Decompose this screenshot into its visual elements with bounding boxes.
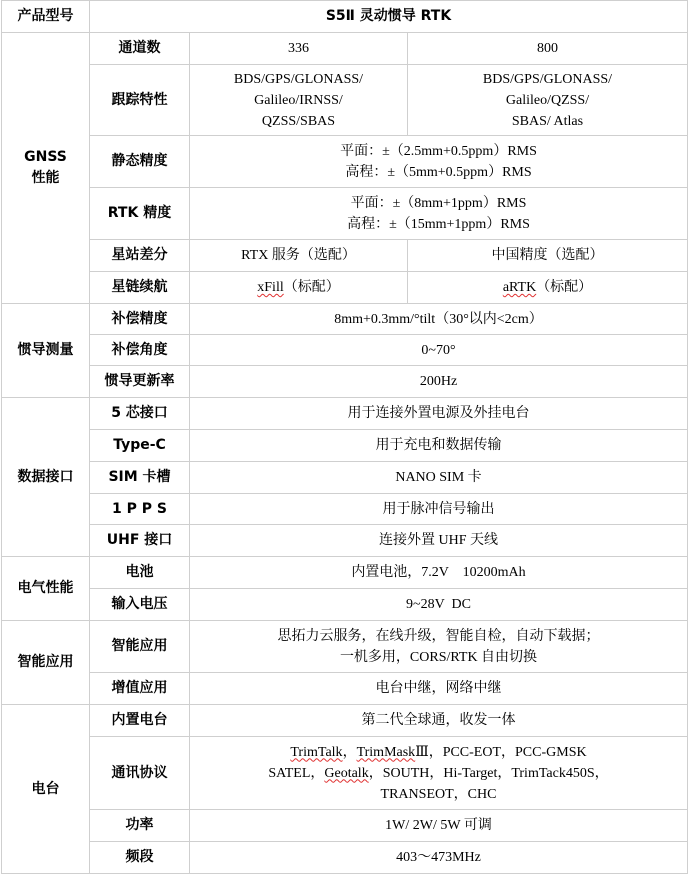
smart-apps-row	[2, 621, 688, 673]
typec-value: 用于充电和数据传输	[190, 430, 688, 462]
static-accuracy-row	[2, 136, 688, 188]
protocol-value: TrimTalk，TrimMaskⅢ，PCC-EOT，PCC-GMSK SATEL，Geotalk，SOUTH，Hi-Target，TrimTack450S， TRANSEOT，CHC	[190, 737, 688, 810]
voltage-label: 输入电压	[90, 589, 190, 621]
uhf-value: 连接外置 UHF 天线	[190, 525, 688, 557]
power-value: 1W/ 2W/ 5W 可调	[190, 810, 688, 842]
band-value: 403～473MHz	[190, 842, 688, 874]
battery-row	[2, 557, 688, 589]
channels-value-2: 800	[408, 33, 688, 65]
protocol-row	[2, 737, 688, 810]
power-label: 功率	[90, 810, 190, 842]
category-electrical: 电气性能	[2, 557, 90, 621]
satlink-label: 星链续航	[90, 272, 190, 304]
satlink-row	[2, 272, 688, 304]
tracking-row	[2, 65, 688, 136]
static-accuracy-label: 静态精度	[90, 136, 190, 188]
ins-update-label: 惯导更新率	[90, 366, 190, 398]
five-pin-row	[2, 398, 688, 430]
battery-value: 内置电池，7.2V 10200mAh	[190, 557, 688, 589]
category-ins: 惯导测量	[2, 304, 90, 398]
satlink-value-2: aRTK（标配）	[408, 272, 688, 304]
comp-angle-value: 0~70°	[190, 335, 688, 366]
comp-accuracy-label: 补偿精度	[90, 304, 190, 335]
sim-row	[2, 462, 688, 494]
comp-accuracy-row	[2, 304, 688, 335]
satlink-value-1: xFill（标配）	[190, 272, 408, 304]
sim-value: NANO SIM 卡	[190, 462, 688, 494]
builtin-radio-row	[2, 705, 688, 737]
band-label: 频段	[90, 842, 190, 874]
static-accuracy-value: 平面：±（2.5mm+0.5ppm）RMS 高程：±（5mm+0.5ppm）RMS	[190, 136, 688, 188]
sim-label: SIM 卡槽	[90, 462, 190, 494]
category-radio: 电台	[2, 705, 90, 874]
band-row	[2, 842, 688, 874]
station-diff-value-1: RTX 服务（选配）	[190, 240, 408, 272]
channels-label: 通道数	[90, 33, 190, 65]
model-row	[2, 1, 688, 33]
value-added-row	[2, 673, 688, 705]
voltage-value: 9~28V DC	[190, 589, 688, 621]
model-label: 产品型号	[2, 1, 90, 33]
tracking-value-2: BDS/GPS/GLONASS/ Galileo/QZSS/ SBAS/ Atlas	[408, 65, 688, 136]
model-value: S5Ⅱ 灵动惯导 RTK	[90, 1, 688, 33]
ins-update-row	[2, 366, 688, 398]
battery-label: 电池	[90, 557, 190, 589]
rtk-accuracy-value: 平面：±（8mm+1ppm）RMS 高程：±（15mm+1ppm）RMS	[190, 188, 688, 240]
rtk-accuracy-label: RTK 精度	[90, 188, 190, 240]
comp-angle-label: 补偿角度	[90, 335, 190, 366]
ins-update-value: 200Hz	[190, 366, 688, 398]
channels-row	[2, 33, 688, 65]
spec-table	[1, 0, 688, 874]
value-added-value: 电台中继，网络中继	[190, 673, 688, 705]
tracking-label: 跟踪特性	[90, 65, 190, 136]
station-diff-label: 星站差分	[90, 240, 190, 272]
smart-apps-label: 智能应用	[90, 621, 190, 673]
category-gnss: GNSS 性能	[2, 33, 90, 304]
smart-apps-value: 思拓力云服务，在线升级，智能自检，自动下载据； 一机多用，CORS/RTK 自由切换	[190, 621, 688, 673]
builtin-radio-label: 内置电台	[90, 705, 190, 737]
pps-row	[2, 494, 688, 525]
typec-label: Type-C	[90, 430, 190, 462]
station-diff-value-2: 中国精度（选配）	[408, 240, 688, 272]
power-row	[2, 810, 688, 842]
comp-accuracy-value: 8mm+0.3mm/°tilt（30°以内<2cm）	[190, 304, 688, 335]
voltage-row	[2, 589, 688, 621]
channels-value-1: 336	[190, 33, 408, 65]
uhf-label: UHF 接口	[90, 525, 190, 557]
protocol-label: 通讯协议	[90, 737, 190, 810]
typec-row	[2, 430, 688, 462]
uhf-row	[2, 525, 688, 557]
pps-label: 1 P P S	[90, 494, 190, 525]
station-diff-row	[2, 240, 688, 272]
tracking-value-1: BDS/GPS/GLONASS/ Galileo/IRNSS/ QZSS/SBAS	[190, 65, 408, 136]
five-pin-label: 5 芯接口	[90, 398, 190, 430]
comp-angle-row	[2, 335, 688, 366]
builtin-radio-value: 第二代全球通，收发一体	[190, 705, 688, 737]
pps-value: 用于脉冲信号输出	[190, 494, 688, 525]
five-pin-value: 用于连接外置电源及外挂电台	[190, 398, 688, 430]
value-added-label: 增值应用	[90, 673, 190, 705]
category-smart: 智能应用	[2, 621, 90, 705]
rtk-accuracy-row	[2, 188, 688, 240]
category-data-interface: 数据接口	[2, 398, 90, 557]
